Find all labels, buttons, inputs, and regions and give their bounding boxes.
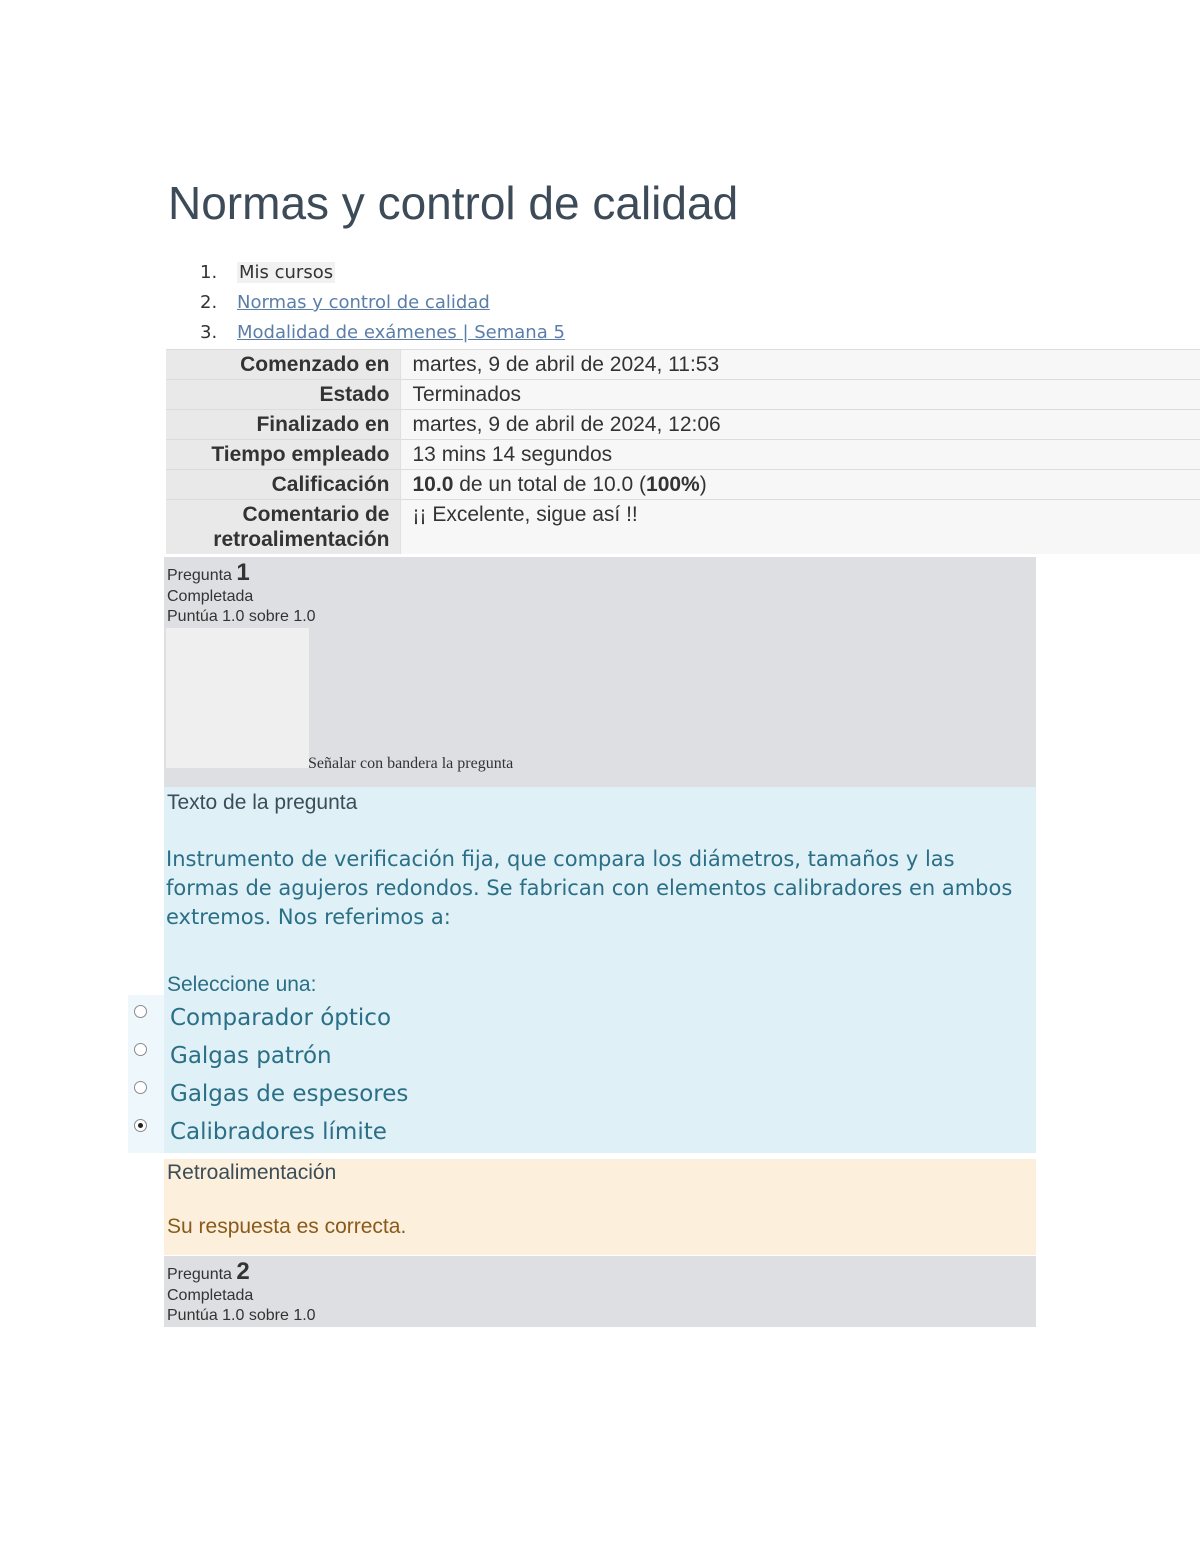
attempt-summary-table <box>166 349 1200 554</box>
summary-value: Terminados <box>400 380 1200 410</box>
summary-row-comment <box>166 500 1200 555</box>
question-1-feedback <box>164 1159 1036 1255</box>
question-1-info <box>164 557 1036 787</box>
breadcrumb <box>200 258 565 348</box>
answer-option-label[interactable]: Galgas patrón <box>170 1043 332 1069</box>
summary-row-grade <box>166 470 1200 500</box>
grade-close: ) <box>699 473 707 496</box>
summary-label: Tiempo empleado <box>166 440 400 470</box>
question-state: Completada <box>167 588 254 605</box>
question-number-value: 2 <box>236 1258 250 1285</box>
breadcrumb-item <box>200 288 565 318</box>
answer-option-label[interactable]: Comparador óptico <box>170 1005 392 1031</box>
answer-option-label[interactable]: Calibradores límite <box>170 1119 387 1145</box>
flag-question-link[interactable]: Señalar con bandera la pregunta <box>308 755 514 772</box>
question-label: Pregunta <box>167 1266 232 1283</box>
answer-options <box>128 995 1036 1147</box>
breadcrumb-mis-cursos[interactable]: Mis cursos <box>239 262 334 283</box>
answer-option[interactable] <box>128 995 1036 1033</box>
breadcrumb-number: 1. <box>200 262 218 283</box>
breadcrumb-number: 2. <box>200 292 218 313</box>
summary-value: 13 mins 14 segundos <box>400 440 1200 470</box>
breadcrumb-item <box>200 258 565 288</box>
radio-button[interactable] <box>134 1081 147 1094</box>
answer-option[interactable] <box>128 1071 1036 1109</box>
summary-value: ¡¡ Excelente, sigue así !! <box>400 500 1200 555</box>
question-state: Completada <box>167 1287 254 1304</box>
question-number <box>167 559 250 587</box>
question-grade: Puntúa 1.0 sobre 1.0 <box>167 608 316 625</box>
question-grade: Puntúa 1.0 sobre 1.0 <box>167 1307 316 1324</box>
feedback-text: Su respuesta es correcta. <box>167 1215 407 1238</box>
answer-option-label[interactable]: Galgas de espesores <box>170 1081 409 1107</box>
answer-option[interactable] <box>128 1033 1036 1071</box>
radio-button[interactable] <box>134 1005 147 1018</box>
summary-row-finished <box>166 410 1200 440</box>
select-one-prompt: Seleccione una: <box>167 973 317 996</box>
radio-button-selected[interactable] <box>134 1119 147 1132</box>
summary-label: Estado <box>166 380 400 410</box>
question-text-label: Texto de la pregunta <box>167 791 358 814</box>
page-title: Normas y control de calidad <box>168 177 739 229</box>
question-label: Pregunta <box>167 567 232 584</box>
summary-label: Comenzado en <box>166 350 400 380</box>
grade-total: de un total de 10.0 ( <box>453 473 647 496</box>
answer-option[interactable] <box>128 1109 1036 1147</box>
radio-button[interactable] <box>134 1043 147 1056</box>
summary-value: martes, 9 de abril de 2024, 11:53 <box>400 350 1200 380</box>
question-number-value: 1 <box>236 559 250 586</box>
question-text: Instrumento de verificación fija, que compara los diámetros, tamaños y las formas de agujeros redondos. Se fabrican con elementos calibradores en ambos extremos. Nos referimos a: <box>166 847 1013 929</box>
summary-value <box>400 470 1200 500</box>
summary-label: Comentario de retroalimentación <box>166 500 400 555</box>
breadcrumb-number: 3. <box>200 322 218 343</box>
grade-score: 10.0 <box>412 473 454 496</box>
breadcrumb-link-course[interactable]: Normas y control de calidad <box>237 292 490 313</box>
summary-row-state <box>166 380 1200 410</box>
question-2-info <box>164 1256 1036 1327</box>
summary-row-started <box>166 350 1200 380</box>
feedback-label: Retroalimentación <box>167 1161 337 1184</box>
flag-icon[interactable] <box>166 628 309 768</box>
summary-label: Finalizado en <box>166 410 400 440</box>
summary-row-time <box>166 440 1200 470</box>
grade-percent: 100% <box>646 473 700 496</box>
summary-label: Calificación <box>166 470 400 500</box>
breadcrumb-link-exam[interactable]: Modalidad de exámenes | Semana 5 <box>237 322 565 343</box>
question-number <box>167 1258 250 1286</box>
breadcrumb-item <box>200 318 565 348</box>
summary-value: martes, 9 de abril de 2024, 12:06 <box>400 410 1200 440</box>
